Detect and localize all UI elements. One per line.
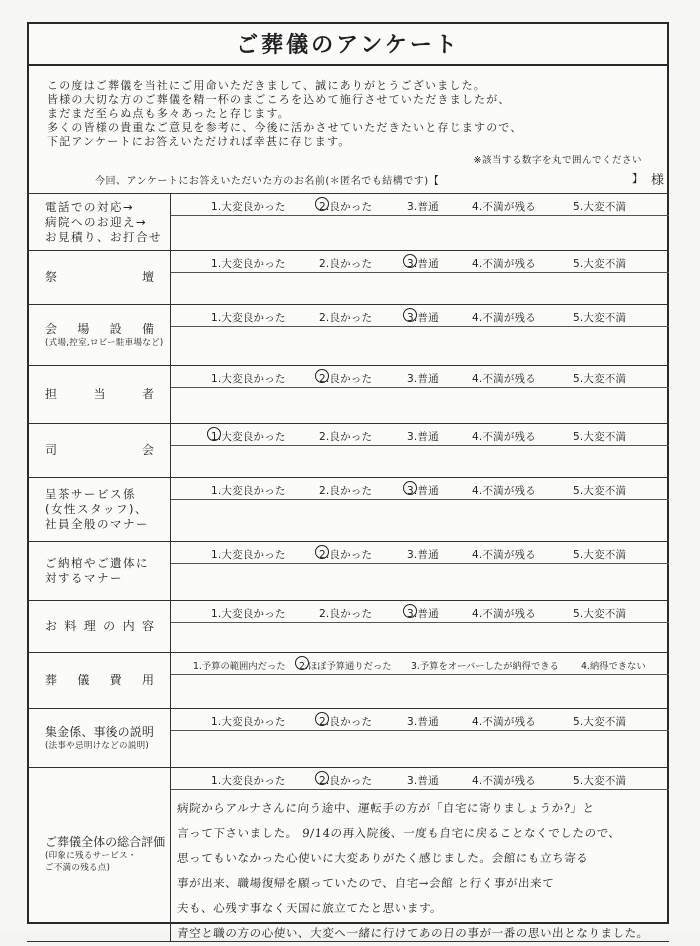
rating-option[interactable]: 1.予算の範囲内だった bbox=[193, 661, 286, 672]
question-label bbox=[27, 768, 171, 941]
rating-option[interactable]: 3.普通 bbox=[407, 549, 439, 561]
question-label bbox=[27, 601, 171, 652]
question-label-line: ご納棺やご遺体に bbox=[45, 556, 149, 570]
survey-row bbox=[27, 542, 669, 601]
label-char: 司 bbox=[45, 443, 58, 457]
label-char: 合 bbox=[129, 835, 142, 849]
label-char: の bbox=[117, 724, 130, 739]
label-char: 担 bbox=[45, 387, 58, 401]
rating-options bbox=[171, 478, 669, 500]
label-char: の bbox=[105, 835, 118, 849]
question-label-text bbox=[45, 443, 154, 458]
comment-line: 青空と職の方の心使い、大変へ一緒に行けてあの日の事が一番の思い出となりました。 bbox=[176, 926, 650, 940]
label-char: 明 bbox=[141, 724, 154, 739]
name-suffix: 様 bbox=[651, 173, 665, 188]
label-char: 当 bbox=[93, 387, 106, 401]
label-char: お bbox=[45, 619, 58, 633]
handwritten-comment bbox=[177, 796, 663, 946]
selection-circle bbox=[403, 481, 417, 495]
rating-option[interactable]: 2.良かった bbox=[319, 485, 373, 497]
label-char: 係 bbox=[69, 724, 82, 739]
page-title: ご葬儀のアンケート bbox=[236, 32, 460, 58]
selection-circle bbox=[403, 308, 417, 322]
question-label bbox=[27, 424, 171, 477]
survey-row bbox=[27, 653, 669, 709]
rating-option[interactable]: 3.普通 bbox=[407, 485, 439, 497]
survey-row bbox=[27, 709, 669, 768]
rating-option[interactable]: 4.不満が残る bbox=[472, 485, 536, 497]
rating-option[interactable]: 1.大変良かった bbox=[211, 373, 286, 385]
survey-row bbox=[27, 424, 669, 478]
rating-option[interactable]: 4.不満が残る bbox=[472, 775, 536, 787]
question-label bbox=[27, 251, 171, 304]
rating-option[interactable]: 3.普通 bbox=[407, 608, 439, 620]
rating-option[interactable]: 5.大変不満 bbox=[573, 775, 627, 787]
selection-circle bbox=[315, 712, 329, 726]
rating-option[interactable]: 3.普通 bbox=[407, 373, 439, 385]
intro-line: 下記アンケートにお答えいただければ幸甚に存じます。 bbox=[47, 135, 351, 148]
rating-option[interactable]: 5.大変不満 bbox=[573, 485, 627, 497]
intro-line: 皆様の大切な方のご葬儀を精一杯のまごころを込めて施行させていただきましたが、 bbox=[47, 93, 511, 106]
rating-option[interactable]: 4.納得できない bbox=[581, 661, 646, 672]
label-char: 評 bbox=[141, 835, 154, 849]
rating-option[interactable]: 4.不満が残る bbox=[472, 608, 536, 620]
label-char: 葬 bbox=[45, 673, 58, 687]
selection-circle bbox=[295, 656, 309, 670]
label-char: ご bbox=[45, 835, 58, 849]
rating-option[interactable]: 1.大変良かった bbox=[211, 431, 286, 443]
rating-options bbox=[171, 768, 669, 790]
question-label bbox=[27, 542, 171, 600]
question-label-line: 対するマナー bbox=[45, 571, 123, 585]
rating-options bbox=[171, 194, 669, 216]
rating-option[interactable]: 5.大変不満 bbox=[573, 201, 627, 213]
label-char: の bbox=[103, 619, 116, 633]
question-label bbox=[27, 194, 171, 250]
rating-option[interactable]: 2.ほぼ予算通りだった bbox=[299, 661, 392, 672]
rating-option[interactable]: 5.大変不満 bbox=[573, 608, 627, 620]
rating-option[interactable]: 1.大変良かった bbox=[211, 312, 286, 324]
rating-option[interactable]: 3.普通 bbox=[407, 201, 439, 213]
survey-grid bbox=[27, 193, 669, 942]
question-label-text bbox=[45, 725, 154, 740]
rating-options bbox=[171, 305, 669, 327]
label-char: 者 bbox=[141, 387, 154, 401]
question-label bbox=[27, 478, 171, 541]
question-label bbox=[27, 709, 171, 767]
rating-option[interactable]: 1.大変良かった bbox=[211, 775, 286, 787]
rating-option[interactable]: 1.大変良かった bbox=[211, 201, 286, 213]
name-field-row bbox=[95, 172, 673, 187]
label-char: 儀 bbox=[77, 673, 90, 687]
rating-option[interactable]: 5.大変不満 bbox=[573, 312, 627, 324]
label-char: 体 bbox=[93, 835, 106, 849]
rating-option[interactable]: 3.普通 bbox=[407, 258, 439, 270]
name-prompt: 今回、アンケートにお答えいただいた方のお名前(＊匿名でも結構です)【 bbox=[95, 176, 440, 187]
comment-line: 病院からアルナさんに向う途中、運転手の方が「自宅に寄りましょうか?」と bbox=[176, 801, 596, 815]
intro-text bbox=[47, 79, 657, 149]
selection-circle bbox=[315, 197, 329, 211]
rating-option[interactable]: 1.大変良かった bbox=[211, 258, 286, 270]
rating-options bbox=[171, 251, 669, 273]
comment-line: 夫も、心残す事なく天国に旅立てたと思います。 bbox=[176, 901, 443, 915]
rating-option[interactable]: 2.良かった bbox=[319, 373, 373, 385]
intro-line: この度はご葬儀を当社にご用命いただきまして、誠にありがとうございました。 bbox=[47, 79, 486, 92]
label-char: 備 bbox=[141, 321, 154, 336]
rating-option[interactable]: 4.不満が残る bbox=[472, 373, 536, 385]
rating-option[interactable]: 1.大変良かった bbox=[211, 608, 286, 620]
selection-circle bbox=[315, 545, 329, 559]
rating-option[interactable]: 5.大変不満 bbox=[573, 549, 627, 561]
selection-circle bbox=[207, 427, 221, 441]
intro-line: まだまだ至らぬ点も多々あったと存じます。 bbox=[47, 107, 291, 120]
question-label bbox=[27, 305, 171, 365]
name-bracket-close: 】 bbox=[632, 172, 644, 185]
rating-option[interactable]: 1.大変良かった bbox=[211, 716, 286, 728]
rating-options bbox=[171, 424, 669, 446]
question-label-line: 電話での対応→ bbox=[45, 199, 135, 214]
circle-instruction: ※該当する数字を丸で囲んでください bbox=[473, 155, 642, 166]
rating-option[interactable]: 5.大変不満 bbox=[573, 431, 627, 443]
label-char: 葬 bbox=[57, 835, 70, 849]
survey-row bbox=[27, 366, 669, 424]
rating-option[interactable]: 4.不満が残る bbox=[472, 312, 536, 324]
label-char: 内 bbox=[122, 619, 135, 633]
survey-row bbox=[27, 601, 669, 653]
label-char: 場 bbox=[77, 321, 90, 336]
question-label-note: (印象に残るサービス・ bbox=[45, 851, 137, 861]
rating-option[interactable]: 5.大変不満 bbox=[573, 373, 627, 385]
label-char: 理 bbox=[83, 619, 96, 633]
selection-circle bbox=[315, 771, 329, 785]
rating-options bbox=[171, 542, 669, 564]
rating-option[interactable]: 2.良かった bbox=[319, 312, 373, 324]
rating-option[interactable]: 2.良かった bbox=[319, 716, 373, 728]
question-label-note: (法事や忌明けなどの説明) bbox=[45, 740, 150, 751]
selection-circle bbox=[315, 369, 329, 383]
label-char: 説 bbox=[129, 724, 142, 739]
rating-option[interactable]: 2.良かった bbox=[319, 431, 373, 443]
rating-option[interactable]: 1.大変良かった bbox=[211, 485, 286, 497]
label-char: 設 bbox=[109, 321, 122, 336]
rating-option[interactable]: 3.普通 bbox=[407, 431, 439, 443]
survey-row bbox=[27, 478, 669, 542]
question-label-note: (式場,控室,ロビー駐車場など) bbox=[45, 337, 164, 348]
question-label-text bbox=[45, 835, 166, 850]
label-char: 価 bbox=[153, 835, 166, 849]
rating-option[interactable]: 3.普通 bbox=[407, 775, 439, 787]
rating-option[interactable]: 5.大変不満 bbox=[573, 716, 627, 728]
label-char: 事 bbox=[93, 724, 106, 739]
question-label-line: (女性スタッフ)、 bbox=[45, 502, 148, 516]
rating-option[interactable]: 3.普通 bbox=[407, 716, 439, 728]
question-label-line: 呈茶サービス係 bbox=[45, 487, 136, 501]
question-label-text bbox=[45, 673, 154, 688]
question-label-text bbox=[45, 619, 154, 634]
title-box bbox=[27, 22, 669, 66]
label-char: 後 bbox=[105, 724, 118, 739]
rating-option[interactable]: 3.予算をオーバーしたが納得できる bbox=[411, 661, 559, 672]
rating-option[interactable]: 4.不満が残る bbox=[472, 431, 536, 443]
selection-circle bbox=[403, 254, 417, 268]
question-label-text bbox=[45, 270, 154, 285]
rating-option[interactable]: 2.良かった bbox=[319, 258, 373, 270]
comment-line: 思ってもいなかった心使いに大変ありがたく感じました。会館にも立ち寄る bbox=[176, 851, 589, 865]
rating-options bbox=[171, 653, 669, 675]
survey-row bbox=[27, 251, 669, 305]
question-label bbox=[27, 366, 171, 423]
question-label-line: 社員全般のマナー bbox=[45, 517, 149, 531]
comment-line: 言って下さいました。 9/14の再入院後、一度も自宅に戻ることなくでしたので、 bbox=[176, 826, 622, 840]
question-label-text bbox=[45, 387, 154, 402]
question-label-note: ご不満の残る点) bbox=[45, 863, 111, 873]
label-char: 費 bbox=[109, 673, 122, 687]
question-label-text bbox=[45, 322, 154, 337]
rating-option[interactable]: 4.不満が残る bbox=[472, 201, 536, 213]
rating-option[interactable]: 2.良かった bbox=[319, 201, 373, 213]
question-label-line: 病院へのお迎え→ bbox=[45, 214, 148, 229]
question-label-line: お見積り、お打合せ bbox=[45, 229, 162, 244]
label-char: 用 bbox=[141, 673, 154, 687]
comment-line: 事が出来、職場復帰を願っていたので、自宅→会館 と行く事が出来て bbox=[176, 876, 555, 890]
label-char: 儀 bbox=[69, 835, 82, 849]
label-char: 金 bbox=[57, 724, 70, 739]
intro-line: 多くの皆様の貴重なご意見を参考に、今後に活かさせていただきたいと存じますので、 bbox=[47, 121, 523, 134]
rating-option[interactable]: 2.良かった bbox=[319, 775, 373, 787]
rating-option[interactable]: 4.不満が残る bbox=[472, 549, 536, 561]
label-char: 集 bbox=[45, 724, 58, 739]
survey-row bbox=[27, 194, 669, 251]
rating-option[interactable]: 2.良かった bbox=[319, 549, 373, 561]
label-char: 全 bbox=[81, 835, 94, 849]
rating-options bbox=[171, 709, 669, 731]
label-char: 祭 bbox=[45, 270, 58, 284]
label-char: 、 bbox=[81, 724, 94, 739]
rating-option[interactable]: 4.不満が残る bbox=[472, 716, 536, 728]
survey-row bbox=[27, 768, 669, 942]
question-label bbox=[27, 653, 171, 708]
label-char: 総 bbox=[117, 835, 130, 849]
label-char: 料 bbox=[64, 619, 77, 633]
rating-option[interactable]: 1.大変良かった bbox=[211, 549, 286, 561]
rating-option[interactable]: 4.不満が残る bbox=[472, 258, 536, 270]
rating-options bbox=[171, 601, 669, 623]
label-char: 会 bbox=[45, 321, 58, 336]
rating-option[interactable]: 2.良かった bbox=[319, 608, 373, 620]
rating-options bbox=[171, 366, 669, 388]
survey-row bbox=[27, 305, 669, 366]
label-char: 会 bbox=[141, 443, 154, 457]
label-char: 壇 bbox=[141, 270, 154, 284]
selection-circle bbox=[403, 604, 417, 618]
label-char: 容 bbox=[141, 619, 154, 633]
rating-option[interactable]: 5.大変不満 bbox=[573, 258, 627, 270]
rating-option[interactable]: 3.普通 bbox=[407, 312, 439, 324]
